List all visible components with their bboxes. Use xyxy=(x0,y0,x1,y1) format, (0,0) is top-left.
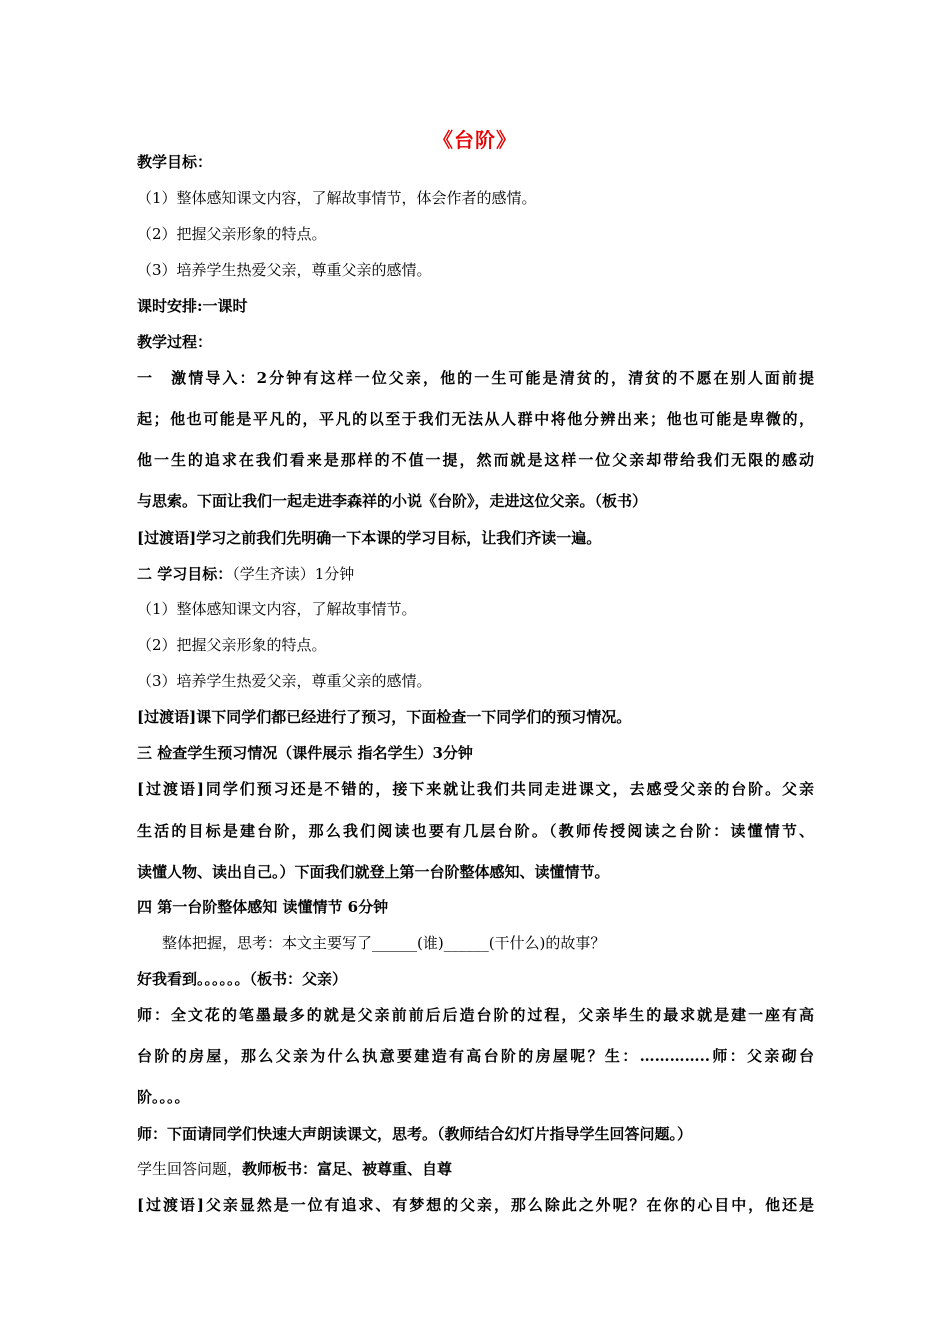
paragraph-line: 一 激情导入：2分钟有这样一位父亲，他的一生可能是清贫的，清贫的不愿在别人面前提 xyxy=(137,369,814,387)
goals-note: （学生齐读）1分钟 xyxy=(232,565,355,583)
section-heading-schedule: 课时安排:一课时 xyxy=(137,297,248,315)
paragraph-line: 台阶的房屋，那么父亲为什么执意要建造有高台阶的房屋呢？生：…………..师：父亲砌台 xyxy=(137,1047,814,1065)
goals-label: 二 学习目标： xyxy=(137,565,233,583)
question-line: 整体把握，思考：本文主要写了______(谁)______(干什么)的故事？ xyxy=(162,934,606,952)
goal-item: （2）把握父亲形象的特点。 xyxy=(137,636,327,654)
section-heading-goals xyxy=(137,564,827,584)
objective-item: （3）培养学生热爱父亲，尊重父亲的感情。 xyxy=(137,261,432,279)
transition-line: [过渡语]课下同学们都已经进行了预习，下面检查一下同学们的预习情况。 xyxy=(137,708,632,726)
paragraph-line: [过渡语]同学们预习还是不错的，接下来就让我们共同走进课文，去感受父亲的台阶。父亲 xyxy=(137,780,814,798)
objective-item: （1）整体感知课文内容，了解故事情节，体会作者的感情。 xyxy=(137,189,537,207)
objective-item: （2）把握父亲形象的特点。 xyxy=(137,225,327,243)
paragraph-line xyxy=(137,1159,827,1179)
paragraph-line: 与思索。下面让我们一起走进李森祥的小说《台阶》，走进这位父亲。（板书） xyxy=(137,492,648,510)
answer-prefix: 学生回答问题， xyxy=(137,1160,243,1178)
paragraph-line: 好我看到。。。。。。（板书：父亲） xyxy=(137,970,348,988)
paragraph-line: 起；他也可能是平凡的，平凡的以至于我们无法从人群中将他分辨出来；他也可能是卑微的， xyxy=(137,410,814,428)
paragraph-line: 师：下面请同学们快速大声朗读课文，思考。（教师结合幻灯片指导学生回答问题。） xyxy=(137,1125,693,1143)
goal-item: （1）整体感知课文内容，了解故事情节。 xyxy=(137,600,417,618)
transition-line: [过渡语]父亲显然是一位有追求、有梦想的父亲，那么除此之外呢？在你的心目中，他还是 xyxy=(137,1196,814,1214)
section-heading-objectives: 教学目标： xyxy=(137,153,213,171)
section-heading-step1: 四 第一台阶整体感知 读懂情节 6分钟 xyxy=(137,898,389,916)
paragraph-line: 生活的目标是建台阶，那么我们阅读也要有几层台阶。（教师传授阅读之台阶：读懂情节、 xyxy=(137,822,814,840)
paragraph-line: 读懂人物、读出自己。）下面我们就登上第一台阶整体感知、读懂情节。 xyxy=(137,863,610,881)
paragraph-line: 他一生的追求在我们看来是那样的不值一提，然而就是这样一位父亲却带给我们无限的感动 xyxy=(137,451,814,469)
section-heading-process: 教学过程： xyxy=(137,333,213,351)
paragraph-line: 师：全文花的笔墨最多的就是父亲前前后后造台阶的过程，父亲毕生的最求就是建一座有高 xyxy=(137,1006,814,1024)
transition-line: [过渡语]学习之前我们先明确一下本课的学习目标，让我们齐读一遍。 xyxy=(137,529,602,547)
document-title: 《台阶》 xyxy=(433,128,517,152)
blackboard-note: 教师板书：富足、被尊重、自尊 xyxy=(242,1160,453,1178)
section-heading-check: 三 检查学生预习情况（课件展示 指名学生）3分钟 xyxy=(137,744,473,762)
goal-item: （3）培养学生热爱父亲，尊重父亲的感情。 xyxy=(137,672,432,690)
paragraph-line: 阶。。。。 xyxy=(137,1088,190,1106)
